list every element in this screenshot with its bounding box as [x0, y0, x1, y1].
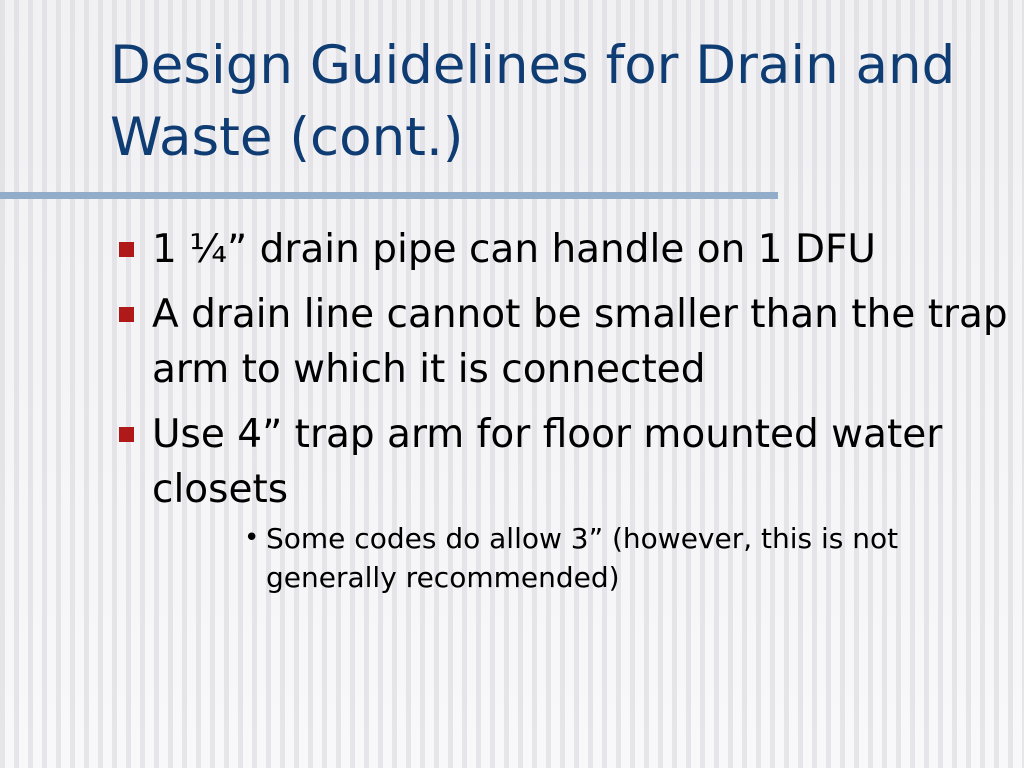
square-bullet-icon — [119, 307, 134, 322]
sub-bullet-text: Some codes do allow 3” (however, this is not generally recommended) — [266, 522, 899, 594]
dot-bullet-icon: • — [244, 523, 260, 553]
bullet-text: Use 4” trap arm for floor mounted water closets — [152, 412, 943, 512]
slide-title: Design Guidelines for Drain and Waste (cont.) — [110, 35, 956, 168]
bullet-item — [118, 407, 1018, 597]
sub-bullet-item — [242, 519, 1018, 597]
bullet-text: 1 ¼” drain pipe can handle on 1 DFU — [152, 227, 876, 272]
bullet-text: A drain line cannot be smaller than the trap arm to which it is connected — [152, 292, 1008, 392]
bullet-list — [118, 222, 1018, 607]
square-bullet-icon — [119, 427, 134, 442]
sub-bullet-list — [152, 519, 1018, 597]
square-bullet-icon — [119, 242, 134, 257]
bullet-item — [118, 222, 1018, 277]
title-divider — [0, 192, 778, 199]
bullet-item — [118, 287, 1018, 397]
